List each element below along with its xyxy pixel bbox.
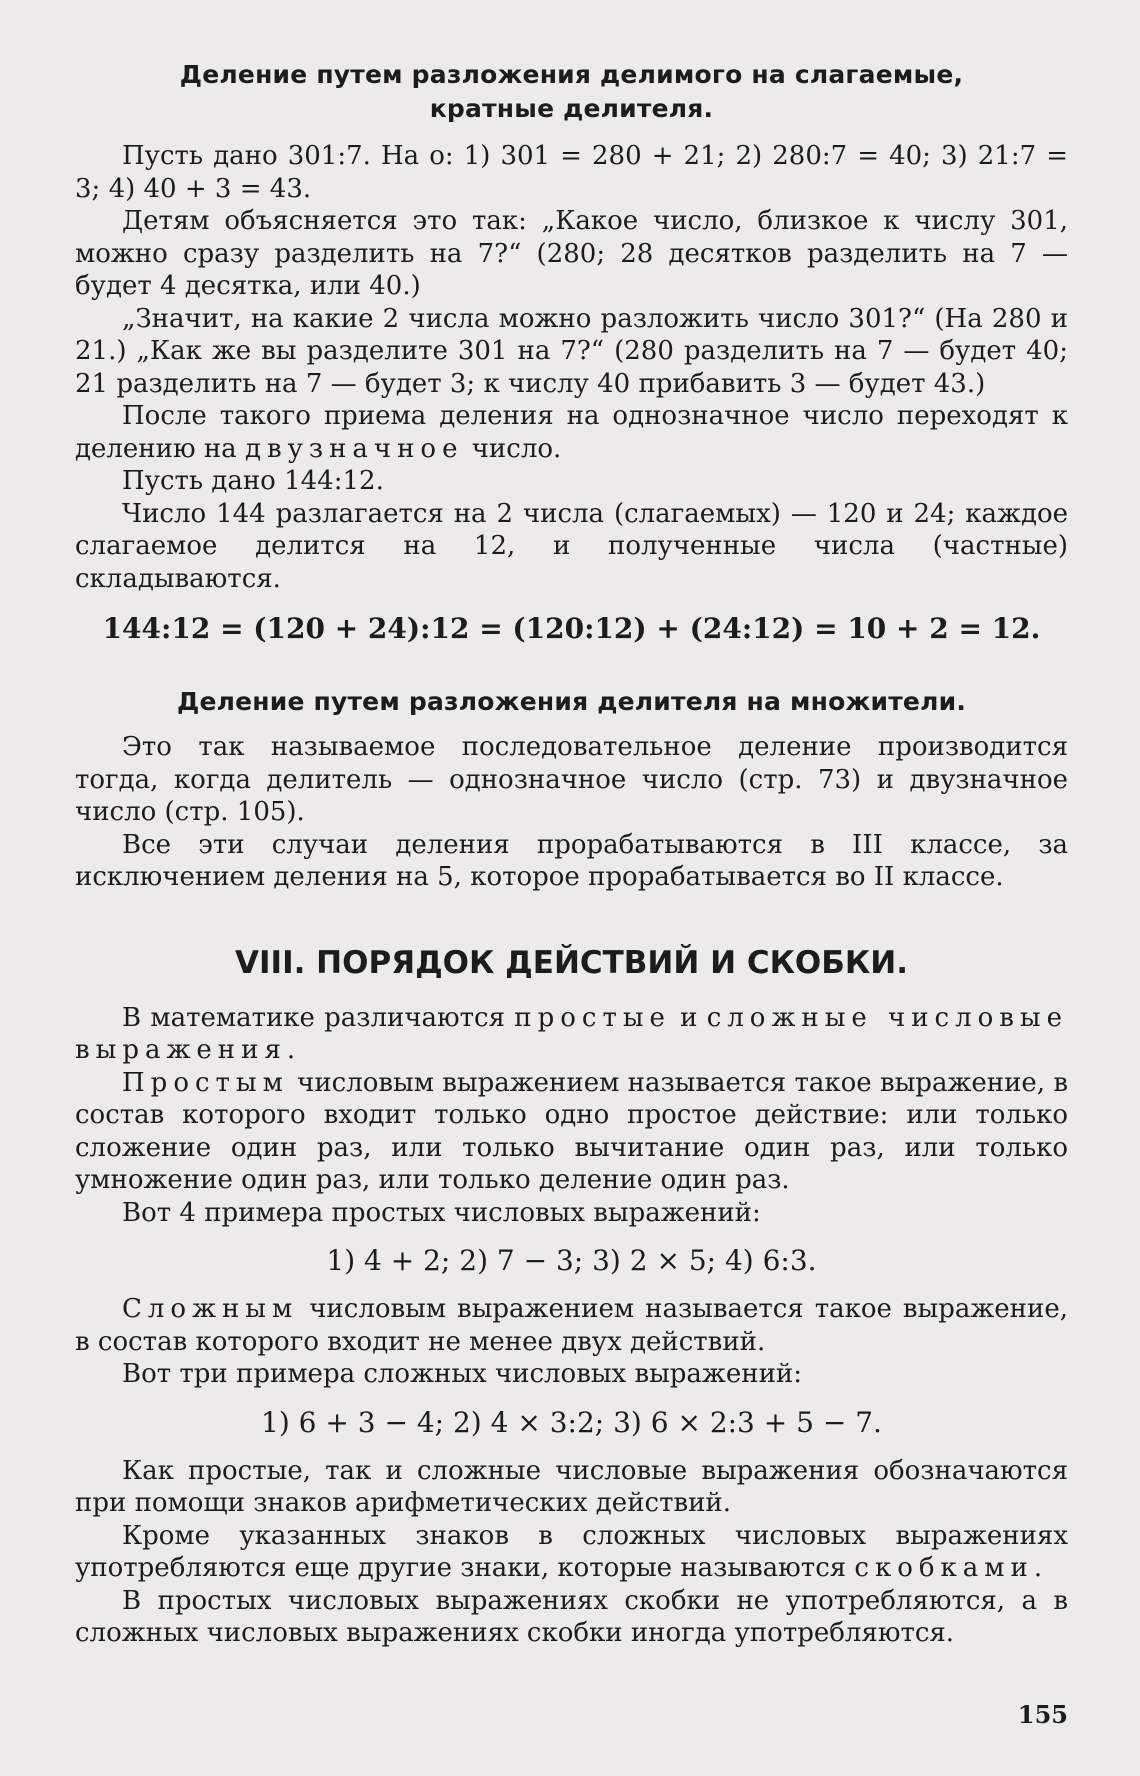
paragraph-brackets-intro: [75, 1520, 1068, 1585]
page-number: 155: [1017, 1700, 1068, 1729]
text-segment: число.: [463, 433, 562, 464]
paragraph-class-note: Все эти случаи деления прорабатываются в III классе, за исключением деления на 5, которое прорабатывается во II классе.: [75, 829, 1068, 892]
paragraph-explanation: Детям объясняется это так: „Какое число, близкое к числу 301, можно сразу разделить на 7?“ (280; 28 десятков разделить на 7 — будет 4 десятка, или 40.): [75, 206, 1068, 301]
paragraph-dialogue: „Значит, на какие 2 числа можно разложить число 301?“ (На 280 и 21.) „Как же вы разделите 301 на 7?“ (280 разделить на 7 — будет 40; 21 разделить на 7 — будет 3; к числу 40 прибавить 3 — будет 43.): [75, 303, 1068, 399]
text-segment: и: [670, 1002, 707, 1033]
emphasized-word: скобками: [854, 1553, 1034, 1583]
paragraph-simple-expression: [75, 1067, 1068, 1197]
heading-line-2: кратные делителя.: [429, 94, 714, 123]
paragraph-example-301: Пусть дано 301:7. На о: 1) 301 = 280 + 21; 2) 280:7 = 40; 3) 21:7 = 3; 4) 40 + 3 = 43.: [75, 141, 1068, 204]
text-segment: .: [286, 1035, 296, 1065]
text-segment: числовым выражением называется такое выражение, в состав которого входит только одно простое действие: или только сложение один раз, или только вычитание один раз, или только умножение один раз, или только деление один раз.: [75, 1067, 1068, 1195]
emphasized-word: двузначное: [244, 433, 464, 464]
paragraph-decomposition: Число 144 разлагается на 2 числа (слагаемых) — 120 и 24; каждое слагаемое делится на 12, и полученные числа (частные) складываются.: [75, 498, 1068, 594]
emphasized-word: Сложным: [122, 1294, 299, 1324]
paragraph-operation-signs: Как простые, так и сложные числовые выражения обозначаются при помощи знаков арифметических действий.: [75, 1455, 1068, 1518]
paragraph-expression-types: [75, 1002, 1068, 1067]
emphasized-word: простые: [514, 1002, 671, 1033]
paragraph-simple-examples-intro: Вот 4 примера простых числовых выражений:: [122, 1197, 761, 1228]
text-segment: После такого приема деления на однозначное число переходят к делению на: [75, 401, 1068, 464]
heading-line-1: Деление путем разложения делимого на слагаемые,: [179, 60, 964, 89]
text-segment: В математике различаются: [122, 1002, 515, 1033]
paragraph-transition: [75, 400, 1068, 465]
section-heading-division-by-factors: Деление путем разложения делителя на множители.: [176, 687, 967, 716]
paragraph-complex-examples-intro: Вот три примера сложных числовых выражений:: [122, 1359, 802, 1389]
text-segment: .: [1033, 1553, 1043, 1583]
paragraph-sequential-division: Это так называемое последовательное деление производится тогда, когда делитель — однозначное число (стр. 73) и двузначное число (стр. 105).: [75, 732, 1068, 827]
emphasized-word: сложные числовые выражения: [75, 1002, 1068, 1065]
paragraph-brackets-usage: В простых числовых выражениях скобки не употребляются, а в сложных числовых выражениях скобки иногда употребляются.: [75, 1585, 1068, 1648]
text-segment: числовым выражением называется такое выражение, в состав которого входит не менее двух действий.: [75, 1294, 1068, 1357]
paragraph-complex-expression: [75, 1293, 1068, 1358]
emphasized-word: Простым: [122, 1067, 289, 1098]
formula-144-div-12: 144:12 = (120 + 24):12 = (120:12) + (24:12) = 10 + 2 = 12.: [102, 612, 1041, 645]
paragraph-example-144: Пусть дано 144:12.: [122, 466, 384, 496]
text-segment: Кроме указанных знаков в сложных числовых выражениях употребляются еще другие знаки, которые называются: [75, 1520, 1068, 1583]
section-heading-division-by-addends: [75, 58, 1068, 126]
formula-simple-examples: 1) 4 + 2; 2) 7 − 3; 3) 2 × 5; 4) 6:3.: [326, 1244, 817, 1277]
chapter-heading: VIII. ПОРЯДОК ДЕЙСТВИЙ И СКОБКИ.: [235, 944, 908, 981]
formula-complex-examples: 1) 6 + 3 − 4; 2) 4 × 3:2; 3) 6 × 2:3 + 5 − 7.: [261, 1405, 882, 1439]
